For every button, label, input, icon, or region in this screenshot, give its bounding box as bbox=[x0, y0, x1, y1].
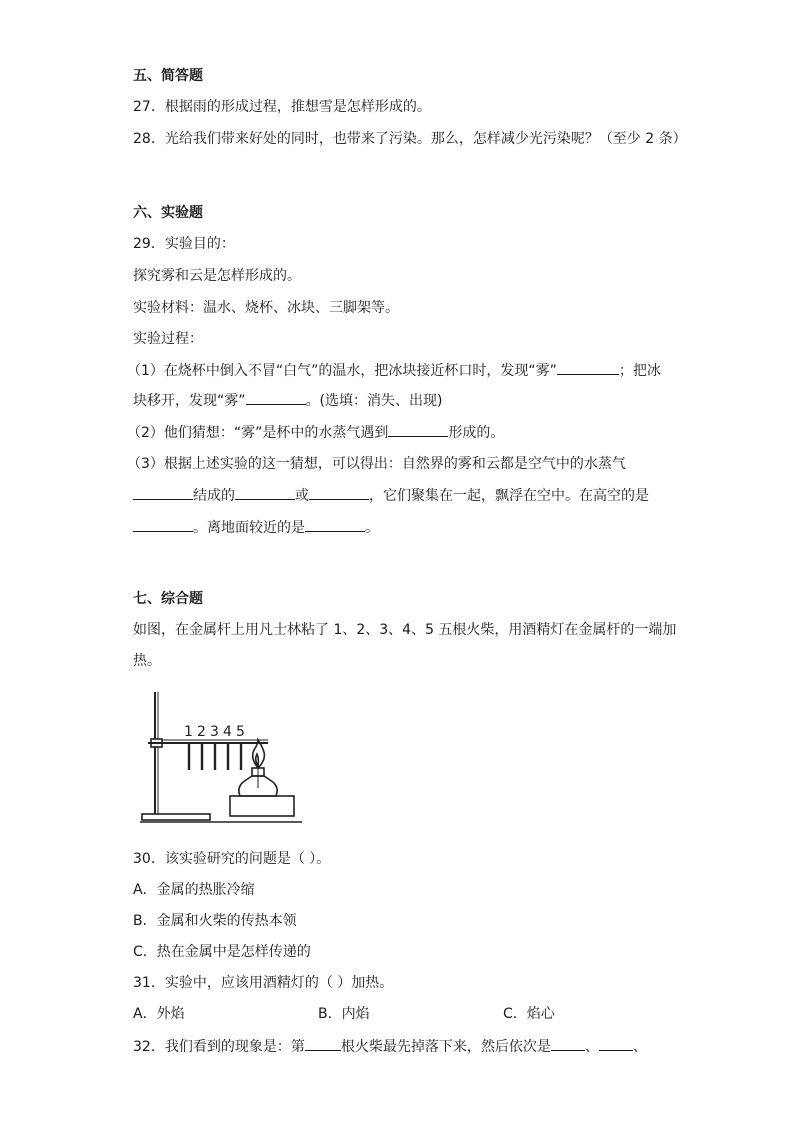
step-3-text-c-end: 。 bbox=[365, 520, 379, 536]
step-2-text-b: 形成的。 bbox=[448, 425, 505, 441]
q30-option-b[interactable]: B．金属和火柴的传热本领 bbox=[133, 913, 297, 929]
q30-option-a[interactable]: A．金属的热胀冷缩 bbox=[133, 882, 255, 898]
stand-base bbox=[142, 814, 210, 820]
answer-blank[interactable] bbox=[309, 485, 369, 500]
answer-blank[interactable] bbox=[557, 360, 619, 375]
lamp-block bbox=[230, 796, 294, 816]
step-2-line bbox=[127, 422, 504, 443]
experiment-materials: 实验材料：温水、烧杯、冰块、三脚架等。 bbox=[133, 300, 399, 316]
answer-blank[interactable] bbox=[133, 517, 193, 532]
step-1-line-2 bbox=[133, 390, 442, 411]
step-2-text-a: （2）他们猜想：“雾”是杯中的水蒸气遇到 bbox=[127, 425, 389, 441]
q32-sep-1: 、 bbox=[584, 1039, 599, 1055]
step-3-line-1: （3）根据上述实验的这一猜想，可以得出：自然界的雾和云都是空气中的水蒸气 bbox=[127, 456, 626, 472]
question-27: 27．根据雨的形成过程，推想雪是怎样形成的。 bbox=[133, 99, 431, 115]
answer-blank[interactable] bbox=[305, 517, 365, 532]
section6-heading: 六、实验题 bbox=[133, 205, 203, 221]
section7-heading: 七、综合题 bbox=[133, 591, 203, 607]
label-3: 3 bbox=[210, 724, 219, 740]
step-1-text-b: ；把冰 bbox=[618, 363, 661, 379]
label-4: 4 bbox=[223, 724, 232, 740]
answer-blank[interactable] bbox=[388, 422, 448, 437]
q31-option-b[interactable]: B．内焰 bbox=[318, 1006, 370, 1022]
question-31: 31．实验中，应该用酒精灯的（ ）加热。 bbox=[133, 975, 394, 991]
section7-intro-1: 如图，在金属杆上用凡士林粘了 1、2、3、4、5 五根火柴，用酒精灯在金属杆的一端加 bbox=[133, 622, 677, 638]
inner-flame bbox=[256, 754, 259, 766]
step-3-text-b1: 结成的 bbox=[193, 488, 235, 504]
label-1: 1 bbox=[184, 724, 193, 740]
q30-option-c[interactable]: C．热在金属中是怎样传递的 bbox=[133, 944, 311, 960]
step-1-text-a: （1）在烧杯中倒入不冒“白气”的温水，把冰块接近杯口时，发现“雾” bbox=[127, 363, 557, 379]
experiment-figure bbox=[140, 688, 310, 828]
answer-blank[interactable] bbox=[246, 390, 306, 405]
step-3-text-b2: 或 bbox=[295, 488, 309, 504]
label-2: 2 bbox=[197, 724, 206, 740]
step-1-text-c: 块移开，发现“雾” bbox=[133, 393, 246, 409]
q31-option-a[interactable]: A．外焰 bbox=[133, 1006, 185, 1022]
answer-blank[interactable] bbox=[599, 1036, 633, 1051]
step-3-text-c: 。离地面较近的是 bbox=[193, 520, 305, 536]
step-3-line-2 bbox=[133, 485, 649, 506]
answer-blank[interactable] bbox=[235, 485, 295, 500]
answer-blank[interactable] bbox=[551, 1036, 585, 1051]
q31-option-c[interactable]: C．焰心 bbox=[503, 1006, 555, 1022]
step-1-text-d: 。(选填：消失、出现) bbox=[305, 393, 443, 409]
experiment-process-label: 实验过程： bbox=[133, 331, 203, 347]
question-28: 28．光给我们带来好处的同时，也带来了污染。那么，怎样减少光污染呢？（至少 2 条） bbox=[133, 131, 687, 147]
question-32 bbox=[133, 1036, 647, 1057]
label-5: 5 bbox=[236, 724, 245, 740]
answer-blank[interactable] bbox=[305, 1036, 341, 1051]
question-29-intro: 29．实验目的： bbox=[133, 236, 235, 252]
step-3-text-b3: ，它们聚集在一起，飘浮在空中。在高空的是 bbox=[369, 488, 649, 504]
section7-intro-2: 热。 bbox=[133, 653, 161, 669]
q32-text-a: 32．我们看到的现象是：第 bbox=[133, 1039, 305, 1055]
experiment-purpose: 探究雾和云是怎样形成的。 bbox=[133, 268, 301, 284]
q32-sep-2: 、 bbox=[632, 1039, 647, 1055]
section5-heading: 五、简答题 bbox=[133, 68, 203, 84]
answer-blank[interactable] bbox=[133, 485, 193, 500]
step-3-line-3 bbox=[133, 517, 379, 538]
q32-text-b: 根火柴最先掉落下来，然后依次是 bbox=[340, 1039, 551, 1055]
question-30: 30．该实验研究的问题是（ ）。 bbox=[133, 851, 331, 867]
step-1-line-1 bbox=[127, 360, 661, 381]
